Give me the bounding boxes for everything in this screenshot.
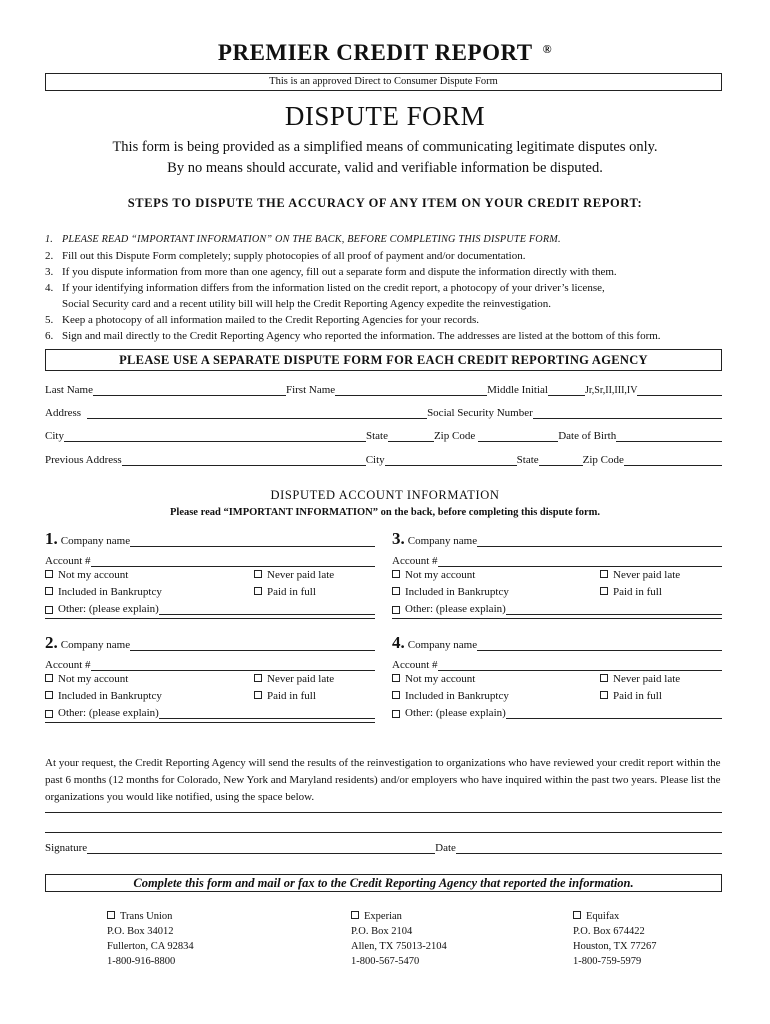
account-field[interactable]: [438, 660, 722, 671]
agency-phone: 1-800-567-5470: [351, 956, 420, 967]
city-field[interactable]: [64, 431, 366, 442]
reinvestigation-notice: At your request, the Credit Reporting Agency will send the results of the reinvestigation to organizations who have reviewed your credit report within the past 6 months (12 months for Colorado, New York and Maryland residents) and/or employers who have inquired within the past two years. Please list the organizations you would like notified, using the space below.: [45, 757, 721, 803]
step-item: 2. Fill out this Dispute Form completely; supply photocopies of all proof of payment and/or documentation.: [45, 250, 526, 262]
state-field[interactable]: [388, 431, 434, 442]
checkbox-icon[interactable]: [392, 587, 400, 595]
title-text: PREMIER CREDIT REPORT: [217, 40, 533, 65]
step-item: 1. PLEASE READ “IMPORTANT INFORMATION” ON THE BACK, BEFORE COMPLETING THIS DISPUTE FORM.: [45, 234, 561, 245]
city-row: [45, 428, 722, 442]
intro-line-1: This form is being provided as a simplified means of communicating legitimate disputes only.: [112, 139, 658, 155]
other-label: Other: (please explain): [58, 603, 159, 615]
checkbox-icon[interactable]: [392, 691, 400, 699]
agency-phone: 1-800-916-8800: [107, 956, 176, 967]
account-row: [45, 552, 375, 567]
paid-in-full-option[interactable]: Paid in full: [600, 690, 662, 702]
checkbox-icon[interactable]: [45, 691, 53, 699]
agency-experian: [351, 909, 447, 969]
agency-city: Fullerton, CA 92834: [107, 941, 194, 952]
account-field[interactable]: [91, 660, 375, 671]
checkbox-icon[interactable]: [254, 691, 262, 699]
checkbox-icon[interactable]: [600, 674, 608, 682]
city-label: City: [45, 430, 64, 442]
checkbox-icon[interactable]: [392, 570, 400, 578]
company-field[interactable]: [130, 640, 375, 651]
dob-field[interactable]: [616, 431, 722, 442]
checkbox-icon[interactable]: [45, 674, 53, 682]
date-label: Date: [435, 842, 456, 854]
never-paid-late-option[interactable]: Never paid late: [254, 569, 334, 581]
agency-city: Allen, TX 75013-2104: [351, 941, 447, 952]
other-field[interactable]: [159, 604, 375, 615]
never-paid-late-option[interactable]: Never paid late: [254, 673, 334, 685]
address-row: [45, 405, 722, 419]
prev-city-label: City: [365, 454, 385, 466]
paid-in-full-option[interactable]: Paid in full: [254, 586, 316, 598]
name-row: [45, 382, 722, 396]
state-label: State: [365, 430, 388, 442]
company-row: [392, 529, 722, 548]
step-item: 5. Keep a photocopy of all information mailed to the Credit Reporting Agencies for your records.: [45, 314, 479, 326]
other-label: Other: (please explain): [405, 707, 506, 719]
date-field[interactable]: [456, 843, 722, 854]
step-item: 4. If your identifying information differs from the information listed on the credit report, a photocopy of your driver’s license,: [45, 282, 605, 294]
dob-label: Date of Birth: [558, 430, 617, 442]
disputed-section-title: DISPUTED ACCOUNT INFORMATION: [270, 488, 500, 502]
disputed-section-subtitle: Please read “IMPORTANT INFORMATION” on the back, before completing this dispute form.: [169, 507, 601, 518]
signature-field[interactable]: [87, 843, 435, 854]
never-paid-late-option[interactable]: Never paid late: [600, 673, 680, 685]
other-row: [392, 600, 722, 615]
suffix-field[interactable]: [637, 385, 722, 396]
bankruptcy-option[interactable]: Included in Bankruptcy: [45, 690, 162, 702]
form-title: DISPUTE FORM: [284, 101, 486, 131]
other-label: Other: (please explain): [405, 603, 506, 615]
agency-city: Houston, TX 77267: [573, 941, 657, 952]
checkbox-icon[interactable]: [392, 674, 400, 682]
suffix-label: Jr,Sr,II,III,IV: [584, 385, 638, 396]
address-label: Address: [45, 407, 82, 419]
previous-address-row: [45, 452, 722, 466]
checkbox-icon[interactable]: [351, 911, 359, 919]
company-row: [45, 633, 375, 652]
signature-row: [45, 840, 722, 854]
steps-heading: STEPS TO DISPUTE THE ACCURACY OF ANY ITEM ON YOUR CREDIT REPORT:: [127, 196, 643, 210]
registered-mark: ®: [542, 42, 553, 56]
previous-address-label: Previous Address: [45, 454, 122, 466]
company-row: [45, 529, 375, 548]
account-label: Account #: [45, 659, 91, 671]
checkbox-icon[interactable]: [392, 606, 400, 614]
account-label: Account #: [392, 659, 438, 671]
approved-note: This is an approved Direct to Consumer Dispute Form: [45, 73, 722, 91]
agency-transunion: [107, 909, 194, 969]
zip-label: Zip Code: [433, 430, 476, 442]
other-field[interactable]: [159, 708, 375, 719]
bankruptcy-option[interactable]: Included in Bankruptcy: [392, 586, 509, 598]
company-label: Company name: [407, 639, 478, 651]
checkbox-icon[interactable]: [254, 570, 262, 578]
checkbox-icon[interactable]: [600, 691, 608, 699]
agency-box: P.O. Box 674422: [573, 926, 645, 937]
complete-notice: Complete this form and mail or fax to the Credit Reporting Agency that reported the information.: [45, 874, 722, 892]
explain-line[interactable]: [45, 618, 375, 619]
bankruptcy-option[interactable]: Included in Bankruptcy: [392, 690, 509, 702]
checkbox-icon[interactable]: [600, 587, 608, 595]
step-item: Social Security card and a recent utility bill will help the Credit Reporting Agency expedite the reinvestigation.: [62, 298, 552, 310]
agency-name-row[interactable]: Equifax: [573, 909, 657, 924]
zip-field[interactable]: [478, 431, 558, 442]
not-my-account-option[interactable]: Not my account: [392, 673, 475, 685]
checkbox-icon[interactable]: [45, 606, 53, 614]
step-item: 6. Sign and mail directly to the Credit Reporting Agency who reported the information. The addresses are listed at the bottom of this form.: [45, 330, 661, 342]
intro-line-2: By no means should accurate, valid and verifiable information be disputed.: [167, 160, 603, 176]
ssn-field[interactable]: [533, 408, 722, 419]
paid-in-full-option[interactable]: Paid in full: [254, 690, 316, 702]
agency-box: P.O. Box 2104: [351, 926, 413, 937]
account-block-1: [45, 529, 375, 632]
not-my-account-option[interactable]: Not my account: [392, 569, 475, 581]
other-label: Other: (please explain): [58, 707, 159, 719]
notify-line-1[interactable]: [45, 812, 722, 813]
page-title: [0, 40, 770, 66]
checkbox-icon[interactable]: [392, 710, 400, 718]
company-label: Company name: [60, 535, 131, 547]
checkbox-icon[interactable]: [107, 911, 115, 919]
notify-line-2[interactable]: [45, 832, 722, 833]
explain-line[interactable]: [45, 722, 375, 723]
checkbox-icon[interactable]: [254, 587, 262, 595]
checkbox-icon[interactable]: [45, 570, 53, 578]
prev-zip-field[interactable]: [624, 455, 722, 466]
account-number: 3.: [392, 529, 405, 548]
account-block-4: [392, 633, 722, 736]
last-name-field[interactable]: [93, 385, 286, 396]
agency-name-row[interactable]: Experian: [351, 909, 447, 924]
first-name-field[interactable]: [335, 385, 487, 396]
middle-initial-label: Middle Initial: [487, 384, 548, 396]
middle-initial-field[interactable]: [548, 385, 585, 396]
account-number: 2.: [45, 633, 58, 652]
other-row: [45, 600, 375, 615]
not-my-account-option[interactable]: Not my account: [45, 673, 128, 685]
first-name-label: First Name: [285, 384, 336, 396]
signature-label: Signature: [45, 842, 88, 854]
account-label: Account #: [392, 555, 438, 567]
company-row: [392, 633, 722, 652]
agency-name-row[interactable]: Trans Union: [107, 909, 194, 924]
company-field[interactable]: [477, 536, 722, 547]
account-row: [392, 552, 722, 567]
step-item: 3. If you dispute information from more than one agency, fill out a separate form and dispute the information directly with them.: [45, 266, 617, 278]
prev-zip-label: Zip Code: [582, 454, 624, 466]
other-field[interactable]: [506, 604, 722, 615]
paid-in-full-option[interactable]: Paid in full: [600, 586, 662, 598]
account-row: [392, 656, 722, 671]
checkbox-icon[interactable]: [254, 674, 262, 682]
steps-list: [45, 232, 735, 344]
ssn-label: Social Security Number: [427, 407, 533, 419]
address-field[interactable]: [87, 408, 427, 419]
checkbox-icon[interactable]: [573, 911, 581, 919]
account-field[interactable]: [438, 556, 722, 567]
other-row: [392, 704, 722, 719]
account-number: 1.: [45, 529, 58, 548]
separate-form-notice: PLEASE USE A SEPARATE DISPUTE FORM FOR EACH CREDIT REPORTING AGENCY: [45, 349, 722, 371]
checkbox-icon[interactable]: [45, 710, 53, 718]
account-label: Account #: [45, 555, 91, 567]
last-name-label: Last Name: [45, 384, 93, 396]
account-block-3: [392, 529, 722, 632]
prev-state-field[interactable]: [539, 455, 583, 466]
prev-city-field[interactable]: [385, 455, 517, 466]
checkbox-icon[interactable]: [45, 587, 53, 595]
other-row: [45, 704, 375, 719]
company-label: Company name: [60, 639, 131, 651]
previous-address-field[interactable]: [122, 455, 366, 466]
agency-box: P.O. Box 34012: [107, 926, 174, 937]
prev-state-label: State: [516, 454, 539, 466]
not-my-account-option[interactable]: Not my account: [45, 569, 128, 581]
checkbox-icon[interactable]: [600, 570, 608, 578]
explain-line[interactable]: [392, 618, 722, 619]
account-field[interactable]: [91, 556, 375, 567]
company-label: Company name: [407, 535, 478, 547]
agency-phone: 1-800-759-5979: [573, 956, 642, 967]
agency-equifax: [573, 909, 657, 969]
account-row: [45, 656, 375, 671]
bankruptcy-option[interactable]: Included in Bankruptcy: [45, 586, 162, 598]
company-field[interactable]: [130, 536, 375, 547]
company-field[interactable]: [477, 640, 722, 651]
other-field[interactable]: [506, 708, 722, 719]
never-paid-late-option[interactable]: Never paid late: [600, 569, 680, 581]
account-block-2: [45, 633, 375, 736]
account-number: 4.: [392, 633, 405, 652]
